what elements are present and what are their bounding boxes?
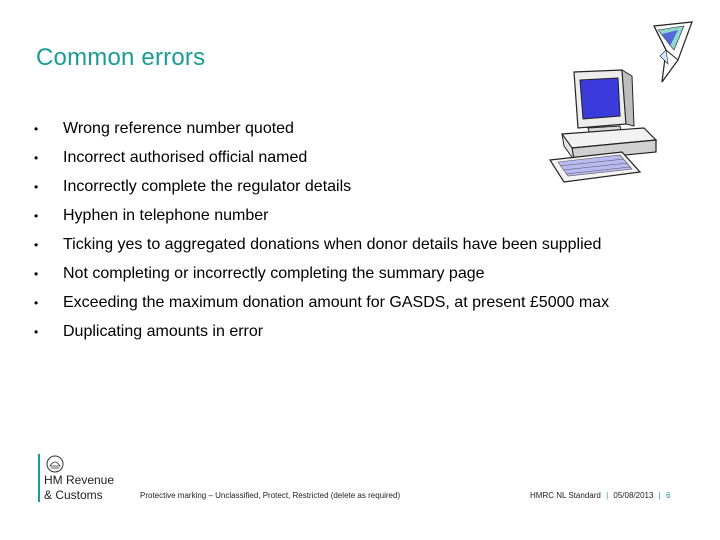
bullet-marker: • bbox=[34, 180, 39, 194]
bullet-text: Ticking yes to aggregated donations when donor details have been supplied bbox=[63, 236, 602, 253]
footer-separator: | bbox=[606, 491, 609, 500]
bullet-text: Hyphen in telephone number bbox=[63, 207, 269, 224]
footer-info bbox=[530, 491, 670, 500]
logo-line-1: HM Revenue bbox=[44, 473, 115, 487]
bullet-text: Incorrectly complete the regulator details bbox=[63, 178, 352, 195]
logo-accent-bar bbox=[38, 454, 40, 502]
bullet-marker: • bbox=[34, 325, 39, 339]
bullet-marker: • bbox=[34, 122, 39, 136]
computer-clipart-icon bbox=[548, 68, 660, 186]
bullet-text: Wrong reference number quoted bbox=[63, 120, 294, 137]
bullet-text: Not completing or incorrectly completing the summary page bbox=[63, 265, 485, 282]
bullet-marker: • bbox=[34, 209, 39, 223]
footer-standard: HMRC NL Standard bbox=[530, 491, 601, 500]
bullet-text: Duplicating amounts in error bbox=[63, 323, 264, 340]
hmrc-logo bbox=[36, 450, 120, 506]
page-number: 6 bbox=[665, 491, 671, 500]
bullet-marker: • bbox=[34, 296, 39, 310]
protective-marking: Protective marking – Unclassified, Protect, Restricted (delete as required) bbox=[140, 491, 401, 500]
footer-separator: | bbox=[658, 491, 661, 500]
bullet-marker: • bbox=[34, 238, 39, 252]
logo-line-2: & Customs bbox=[44, 488, 103, 502]
slide-title: Common errors bbox=[36, 44, 206, 71]
bullet-marker: • bbox=[34, 151, 39, 165]
bullet-text: Incorrect authorised official named bbox=[63, 149, 308, 166]
bullet-text: Exceeding the maximum donation amount for GASDS, at present £5000 max bbox=[63, 294, 610, 311]
royal-crest-icon bbox=[45, 454, 65, 474]
footer-date: 05/08/2013 bbox=[613, 491, 654, 500]
bullet-marker: • bbox=[34, 267, 39, 281]
